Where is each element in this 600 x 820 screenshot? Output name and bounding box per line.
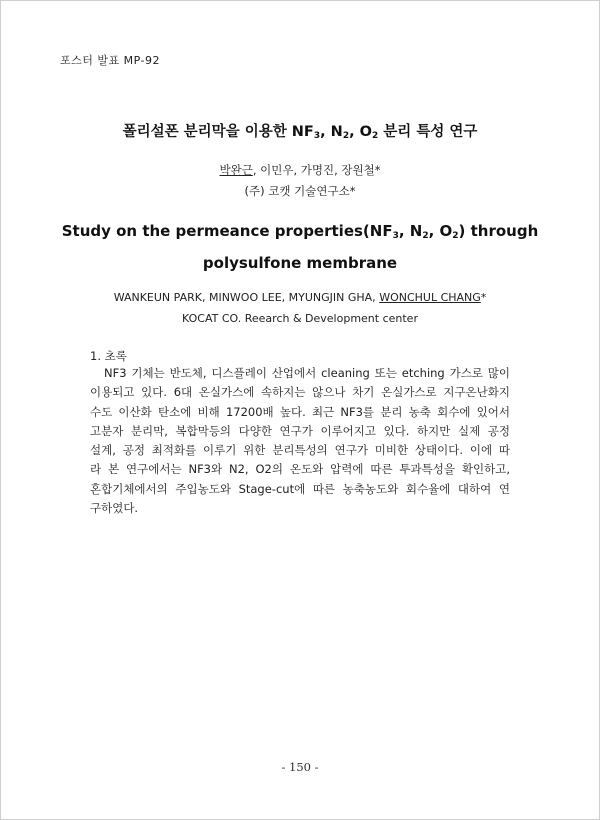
english-title [0,218,600,277]
affiliation-mark: * [480,291,487,304]
co-authors-en: WANKEUN PARK, MINWOO LEE, MYUNGJIN GHA, [113,291,380,304]
page-number: - 150 - [281,760,319,774]
abstract-line: NF3 기체는 반도체, 디스플레이 산업에서 cleaning 또는 etching 가스로 많이 [104,366,510,380]
abstract-line: 수도 이산화 탄소에 비해 17200배 높다. 최근 NF3를 분리 농축 회수에 있어서 [90,404,510,419]
corresponding-author: WONCHUL CHANG [379,291,481,304]
korean-authors [0,162,600,178]
co-authors: , 이민우, 가명진, 장원철* [252,163,381,177]
korean-title-text: 분리 특성 연구 [378,124,478,140]
session-code: 포스터 발표 MP-92 [60,54,160,67]
korean-title-text: , N [320,124,343,140]
abstract-line: 구하였다. [90,501,139,516]
abstract-line: 라 본 연구에서는 NF3와 N2, O2의 온도와 압력에 따른 투과특성을 확인하고, [90,462,510,477]
subscript: 3 [392,231,399,241]
abstract-line: 혼합기체에서의 주입농도와 Stage-cut에 따른 농축농도와 회수율에 대하여 연 [90,481,510,496]
abstract-line: 이용되고 있다. 6대 온실가스에 속하지는 않으나 차기 온실가스로 지구온난화지 [90,385,510,400]
subscript: 2 [371,131,379,141]
abstract-line: 고분자 분리막, 복합막등의 다양한 연구가 이루어지고 있다. 하지만 실제 공정 [90,423,510,438]
english-title-text: , N [398,222,423,240]
subscript: 2 [422,231,429,241]
english-affiliation: KOCAT CO. Reearch & Development center [182,312,418,325]
subscript: 2 [452,231,459,241]
english-title-line1 [0,218,600,250]
abstract-body [90,364,510,518]
english-title-line2: polysulfone membrane [202,254,398,272]
subscript: 3 [313,131,321,141]
english-title-text: Study on the permeance properties(NF [61,222,393,240]
korean-title-text: 폴리설폰 분리막을 이용한 NF [122,124,314,140]
section-heading: 1. 초록 [90,349,127,363]
english-authors [0,291,600,304]
korean-title-text: , O [349,124,372,140]
subscript: 2 [342,131,350,141]
korean-affiliation: (주) 코캣 기술연구소* [244,184,356,198]
english-title-text: ) through [458,222,539,240]
korean-title [0,120,600,141]
presenting-author: 박완근 [219,163,253,177]
english-title-text: , O [428,222,453,240]
abstract-line: 설계, 공정 최적화를 이루기 위한 분리특성의 연구가 미비한 상태이다. 이에 따 [90,443,510,458]
